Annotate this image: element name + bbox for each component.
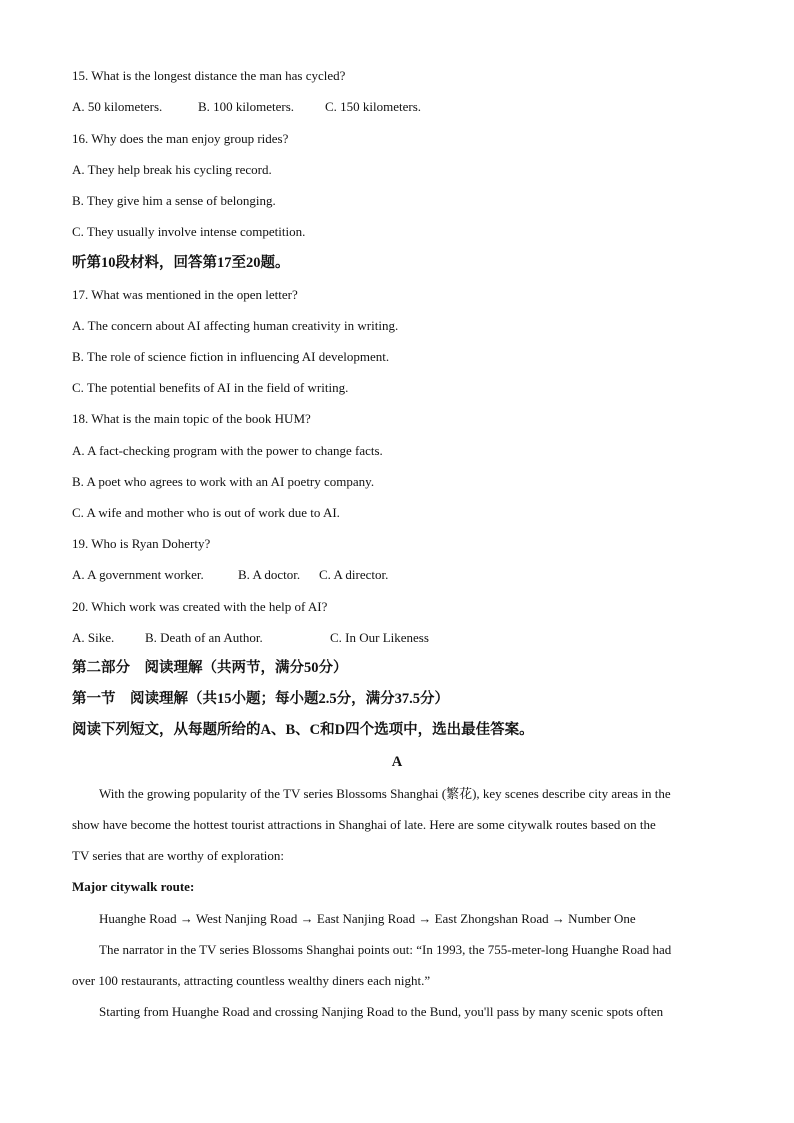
option-16-b: B. They give him a sense of belonging. [72, 193, 276, 208]
option-20-c: C. In Our Likeness [330, 630, 429, 645]
option-17-c: C. The potential benefits of AI in the field of writing. [72, 380, 349, 395]
question-17: 17. What was mentioned in the open letter? [72, 287, 298, 302]
question-16: 16. Why does the man enjoy group rides? [72, 131, 289, 146]
option-17-a: A. The concern about AI affecting human creativity in writing. [72, 318, 399, 333]
question-20: 20. Which work was created with the help of AI? [72, 599, 328, 614]
passage-para-2-line-1: The narrator in the TV series Blossoms Shanghai points out: “In 1993, the 755-meter-long Huanghe Road had [99, 942, 672, 957]
reading-instruction: 阅读下列短文，从每题所给的A、B、C和D四个选项中，选出最佳答案。 [72, 722, 534, 738]
route-heading: Major citywalk route: [72, 879, 195, 894]
option-20-b: B. Death of an Author. [145, 630, 263, 645]
option-19-c: C. A director. [319, 567, 389, 582]
option-16-a: A. They help break his cycling record. [72, 162, 272, 177]
question-15-options [72, 99, 421, 115]
passage-para-1-line-1: With the growing popularity of the TV series Blossoms Shanghai (繁花), key scenes describe city areas in the [99, 786, 671, 801]
option-18-a: A. A fact-checking program with the power to change facts. [72, 443, 383, 458]
route-text: Huanghe Road → West Nanjing Road → East Nanjing Road → East Zhongshan Road → Number One [99, 911, 636, 926]
section-1-title: 第一节 阅读理解（共15小题；每小题2.5分，满分37.5分） [72, 691, 449, 707]
option-15-c: C. 150 kilometers. [325, 99, 422, 114]
question-18: 18. What is the main topic of the book HUM? [72, 411, 311, 426]
option-16-c: C. They usually involve intense competition. [72, 224, 306, 239]
option-19-a: A. A government worker. [72, 567, 204, 582]
part-2-title: 第二部分 阅读理解（共两节，满分50分） [72, 660, 348, 676]
option-15-b: B. 100 kilometers. [198, 99, 295, 114]
passage-label: A [391, 754, 403, 770]
option-18-b: B. A poet who agrees to work with an AI poetry company. [72, 474, 375, 489]
passage-para-2-line-2: over 100 restaurants, attracting countless wealthy diners each night.” [72, 973, 431, 988]
section-10-heading: 听第10段材料，回答第17至20题。 [72, 255, 290, 271]
option-20-a: A. Sike. [72, 630, 115, 645]
question-19: 19. Who is Ryan Doherty? [72, 536, 211, 551]
option-18-c: C. A wife and mother who is out of work due to AI. [72, 505, 340, 520]
question-15: 15. What is the longest distance the man has cycled? [72, 68, 346, 83]
option-15-a: A. 50 kilometers. [72, 99, 163, 114]
passage-para-1-line-2: show have become the hottest tourist attractions in Shanghai of late. Here are some citywalk routes based on the [72, 817, 656, 832]
question-19-options [72, 567, 388, 583]
option-19-b: B. A doctor. [238, 567, 301, 582]
option-17-b: B. The role of science fiction in influencing AI development. [72, 349, 390, 364]
passage-para-3-line-1: Starting from Huanghe Road and crossing Nanjing Road to the Bund, you'll pass by many scenic spots often [99, 1004, 664, 1019]
passage-para-1-line-3: TV series that are worthy of exploration: [72, 848, 285, 863]
question-20-options [72, 630, 429, 646]
